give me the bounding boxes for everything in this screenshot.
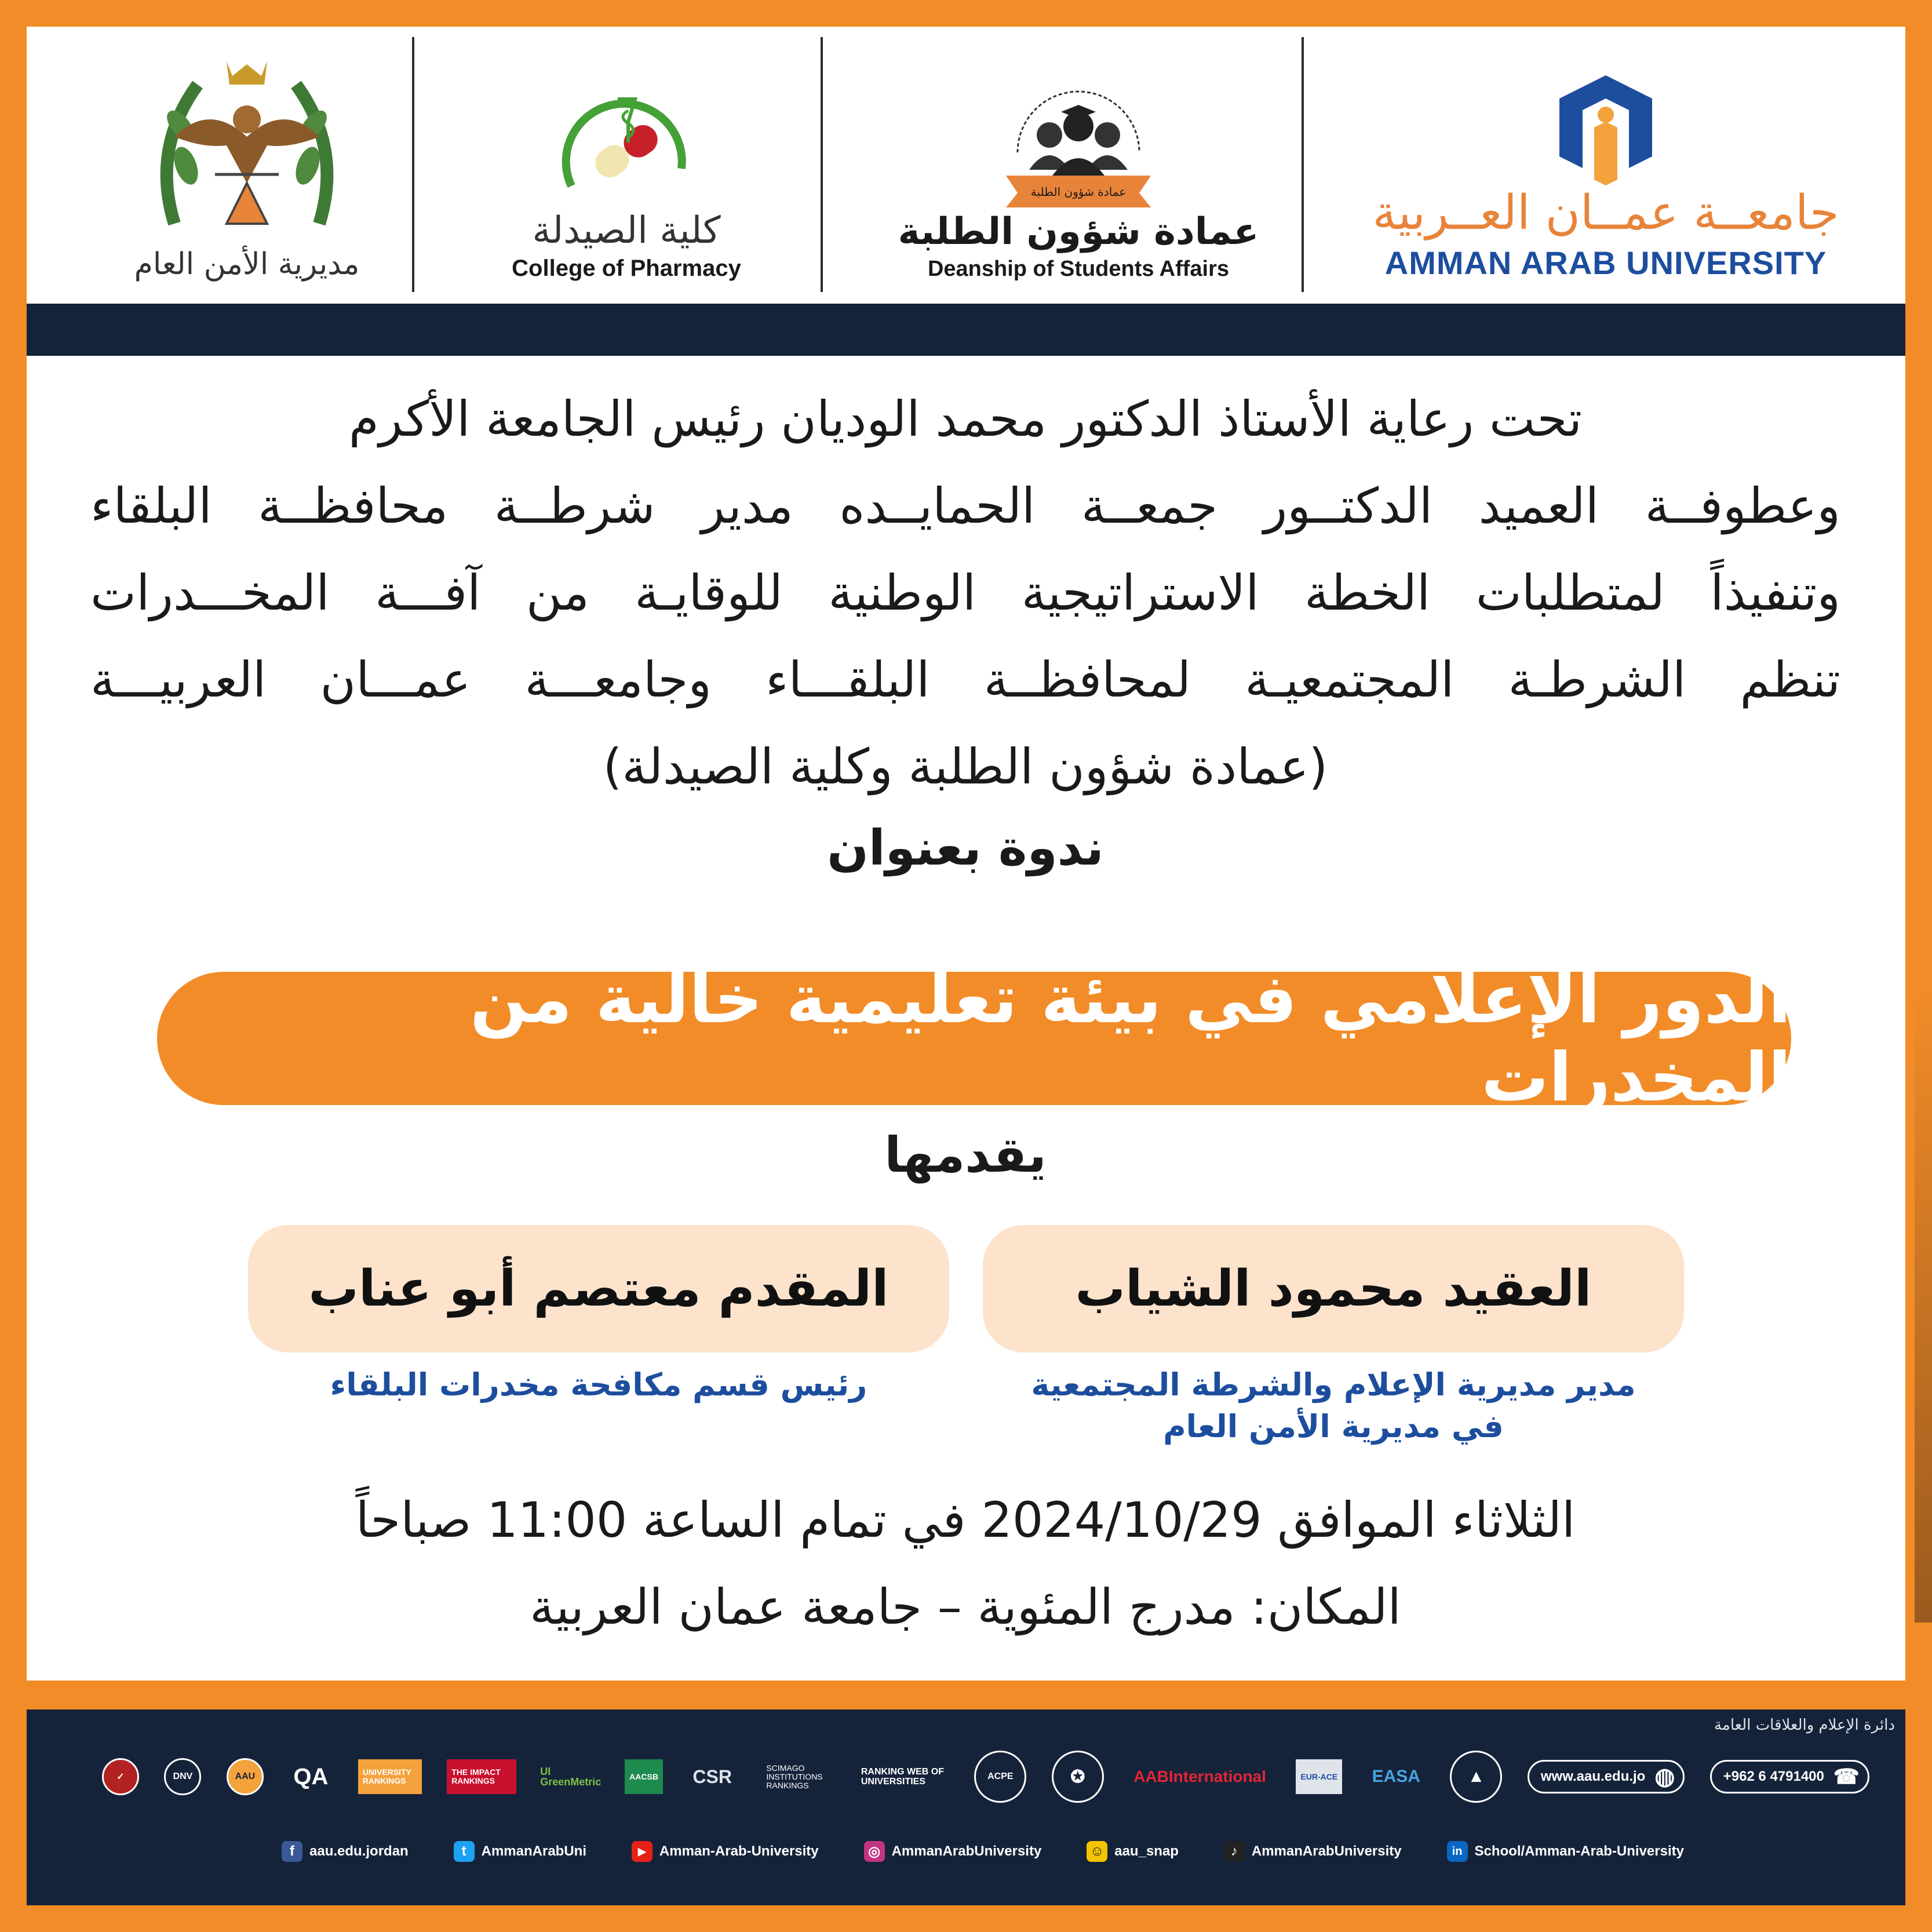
youtube-handle: Amman-Arab-University bbox=[659, 1843, 819, 1859]
phone-icon: ☎ bbox=[1833, 1765, 1860, 1788]
divider bbox=[1302, 37, 1304, 292]
pharmacy-logo bbox=[427, 44, 826, 299]
seminar-title: الدور الإعلامي في بيئة تعليمية خالية من المخدرات bbox=[470, 960, 1791, 1117]
presenter-2-name: المقدم معتصم أبو عناب bbox=[308, 1260, 889, 1318]
presenter-1-role bbox=[983, 1364, 1684, 1448]
patronage-line-2: وعطوفــة العميد الدكتــور جمعــة الحمايــده مدير شرطــة محافظــة البلقاء bbox=[90, 477, 1840, 534]
accreditation-badges bbox=[102, 1748, 1869, 1806]
pharmacy-name-en: College of Pharmacy bbox=[512, 256, 741, 281]
organizers-detail: (عمادة شؤون الطلبة وكلية الصيدلة) bbox=[603, 738, 1328, 795]
police-logo bbox=[96, 44, 398, 299]
social-links bbox=[282, 1831, 1684, 1872]
pharmacy-name-ar: كلية الصيدلة bbox=[532, 209, 721, 252]
police-caption: مديرية الأمن العام bbox=[134, 247, 360, 282]
presenter-1-name: العقيد محمود الشياب bbox=[1075, 1260, 1592, 1318]
facebook-icon: f bbox=[282, 1841, 302, 1862]
aab-badge: AABInternational bbox=[1133, 1767, 1266, 1785]
divider bbox=[821, 37, 823, 292]
accreditation-seal-icon: ▲ bbox=[1450, 1751, 1502, 1803]
tiktok-handle: AmmanArabUniversity bbox=[1251, 1843, 1402, 1859]
header-divider-bar bbox=[27, 304, 1905, 356]
eagle-emblem-icon bbox=[151, 50, 342, 241]
presenter-1-pill bbox=[983, 1225, 1684, 1353]
presenter-2-role bbox=[248, 1364, 949, 1406]
website-link[interactable] bbox=[1528, 1760, 1685, 1794]
organizers-line: تنظم الشرطـة المجتمعيـة لمحافظــة البلقـــاء وجامعـــة عمـــان العربيـــة bbox=[90, 651, 1840, 708]
aau-logo bbox=[1319, 44, 1893, 299]
csr-badge: CSR bbox=[692, 1766, 732, 1787]
website-text: www.aau.edu.jo bbox=[1540, 1769, 1646, 1784]
logo-header bbox=[27, 27, 1905, 304]
seal-badge-icon: ✪ bbox=[1052, 1751, 1104, 1803]
event-datetime: الثلاثاء الموافق 2024/10/29 في تمام الساعة 11:00 صباحاً bbox=[355, 1492, 1576, 1548]
phone-text: +962 6 4791400 bbox=[1723, 1769, 1824, 1784]
graduates-icon bbox=[994, 77, 1162, 210]
eurace-badge: EUR-ACE bbox=[1296, 1759, 1342, 1794]
linkedin-icon: in bbox=[1447, 1841, 1468, 1862]
university-rankings-badge: UNIVERSITY RANKINGS bbox=[358, 1759, 422, 1794]
greenmetric-badge: UI GreenMetric bbox=[540, 1766, 602, 1788]
easa-badge: EASA bbox=[1372, 1767, 1420, 1786]
globe-icon: ◍ bbox=[1654, 1764, 1675, 1789]
dsa-banner-text: عمادة شؤون الطلبة bbox=[1030, 185, 1127, 199]
seminar-title-pill bbox=[157, 960, 1791, 1117]
tiktok-icon: ♪ bbox=[1224, 1841, 1245, 1862]
patronage-line: تحت رعاية الأستاذ الدكتور محمد الوديان رئيس الجامعة الأكرم bbox=[348, 391, 1583, 447]
scimago-badge: SCIMAGO INSTITUTIONS RANKINGS bbox=[766, 1763, 823, 1790]
youtube-link[interactable] bbox=[632, 1841, 819, 1862]
dsa-name-ar: عمادة شؤون الطلبة bbox=[898, 210, 1259, 253]
event-venue: المكان: مدرج المئوية – جامعة عمان العربية bbox=[530, 1579, 1401, 1635]
strategy-line: وتنفيذاً لمتطلبات الخطة الاستراتيجية الوطنية للوقايـة من آفـــة المخـــدرات bbox=[90, 564, 1840, 621]
snapchat-link[interactable] bbox=[1087, 1841, 1179, 1862]
twitter-link[interactable] bbox=[454, 1841, 586, 1862]
facebook-handle: aau.edu.jordan bbox=[309, 1843, 409, 1859]
footer bbox=[27, 1709, 1905, 1905]
pharmacy-capsule-icon bbox=[554, 88, 699, 209]
aau-name-ar: جامعــة عمــان العــربية bbox=[1372, 185, 1839, 240]
instagram-handle: AmmanArabUniversity bbox=[891, 1843, 1042, 1859]
divider bbox=[412, 37, 414, 292]
facebook-link[interactable] bbox=[282, 1841, 409, 1862]
instagram-link[interactable] bbox=[864, 1841, 1042, 1862]
snapchat-icon: ☺ bbox=[1087, 1841, 1107, 1862]
linkedin-handle: School/Amman-Arab-University bbox=[1474, 1843, 1684, 1859]
seminar-label: ندوة بعنوان bbox=[827, 819, 1104, 876]
qa-badge: QA bbox=[293, 1763, 329, 1789]
tiktok-link[interactable] bbox=[1224, 1841, 1402, 1862]
dsa-name-en: Deanship of Students Affairs bbox=[927, 257, 1230, 281]
twitter-handle: AmmanArabUni bbox=[481, 1843, 586, 1859]
aau-badge: AAU bbox=[227, 1758, 264, 1795]
youtube-icon: ▶ bbox=[632, 1841, 652, 1862]
frame-shadow bbox=[1915, 985, 1932, 1623]
acpe-badge: ACPE bbox=[974, 1751, 1026, 1803]
aacsb-badge: AACSB bbox=[625, 1759, 663, 1794]
presenter-2-role-line: رئيس قسم مكافحة مخدرات البلقاء bbox=[330, 1366, 867, 1403]
dsa-logo bbox=[838, 44, 1319, 299]
tawjeeh-badge-icon: ✓ bbox=[102, 1758, 139, 1795]
announcement-panel bbox=[27, 356, 1905, 1681]
snapchat-handle: aau_snap bbox=[1114, 1843, 1179, 1859]
webometrics-badge: RANKING WEB OF UNIVERSITIES bbox=[861, 1767, 944, 1787]
presenters-label: يقدمها bbox=[884, 1127, 1047, 1183]
phone-link[interactable] bbox=[1710, 1760, 1869, 1794]
aau-emblem-icon bbox=[1548, 70, 1664, 185]
presenter-1-role-line: في مديرية الأمن العام bbox=[1163, 1408, 1504, 1445]
department-name: دائرة الإعلام والعلاقات العامة bbox=[1714, 1716, 1895, 1734]
dnv-badge: DNV bbox=[164, 1758, 201, 1795]
the-impact-badge: THE IMPACT RANKINGS bbox=[447, 1759, 516, 1794]
instagram-icon: ◎ bbox=[864, 1841, 885, 1862]
linkedin-link[interactable] bbox=[1447, 1841, 1684, 1862]
twitter-icon: t bbox=[454, 1841, 475, 1862]
aau-name-en: AMMAN ARAB UNIVERSITY bbox=[1384, 245, 1827, 281]
presenter-2-pill bbox=[248, 1225, 949, 1353]
presenter-1-role-line: مدير مديرية الإعلام والشرطة المجتمعية bbox=[1031, 1366, 1636, 1403]
